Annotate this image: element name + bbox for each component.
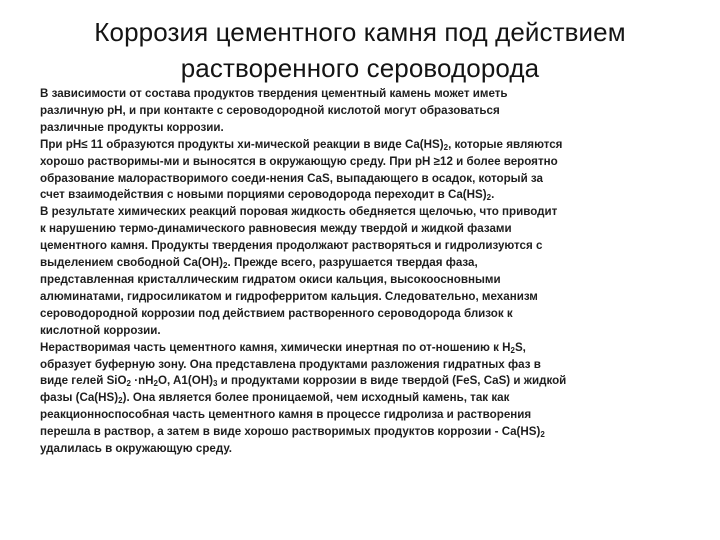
text-line bbox=[40, 187, 712, 204]
text-line bbox=[40, 340, 712, 357]
subscript: 2 bbox=[223, 261, 228, 271]
paragraph-3 bbox=[40, 204, 712, 339]
text-segment: различные продукты коррозии. bbox=[40, 120, 224, 134]
subscript: 2 bbox=[486, 193, 492, 203]
text-segment: перешла в раствор, а затем в виде хорошо растворимых продуктов коррозии - Ca(HS) bbox=[40, 425, 541, 439]
text-line bbox=[40, 137, 712, 154]
text-segment: образование малорастворимого соеди-нения CaS, выпадающего в осадок, который за bbox=[40, 171, 543, 185]
text-segment: Нерастворимая часть цементного камня, химически инертная по от-ношению к H bbox=[40, 340, 511, 354]
slide-title-line-2: растворенного сероводорода bbox=[180, 53, 540, 83]
text-segment: . Прежде всего, разрушается твердая фаза, bbox=[227, 256, 478, 270]
text-line bbox=[40, 238, 712, 255]
text-line bbox=[40, 272, 712, 289]
text-segment: фазы (Ca(HS) bbox=[40, 391, 119, 405]
text-segment: S, bbox=[514, 340, 526, 354]
text-line bbox=[40, 306, 712, 323]
text-line bbox=[40, 407, 712, 424]
text-segment: ·nH bbox=[131, 374, 154, 388]
text-segment: O, A1(OH) bbox=[158, 374, 213, 388]
subscript: 2 bbox=[153, 379, 158, 389]
text-segment: хорошо растворимы-ми и выносятся в окружающую среду. При pH ≥12 и более вероятно bbox=[40, 154, 558, 168]
text-segment: образует буферную зону. Она представлена продуктами разложения гидратных фаз в bbox=[40, 357, 541, 371]
text-segment: виде гелей SiO bbox=[40, 374, 127, 388]
text-segment: сероводородной коррозии под действием растворенного сероводорода близок к bbox=[40, 306, 513, 320]
text-line bbox=[40, 390, 712, 407]
slide-title-line-1: Коррозия цементного камня под действием bbox=[94, 17, 626, 47]
text-line bbox=[40, 323, 712, 340]
text-segment: и продуктами коррозии в виде твердой (FeS, CaS) и жидкой bbox=[217, 374, 567, 388]
text-line bbox=[40, 441, 712, 458]
text-segment: алюминатами, гидросиликатом и гидроферритом кальция. Следовательно, механизм bbox=[40, 289, 538, 303]
subscript: 2 bbox=[118, 396, 123, 406]
text-segment: , которые являются bbox=[448, 137, 563, 151]
text-segment: . bbox=[491, 188, 495, 202]
text-segment: различную pH, и при контакте с сероводородной кислотой могут образоваться bbox=[40, 103, 500, 117]
text-segment: кислотной коррозии. bbox=[40, 323, 161, 337]
text-segment: В результате химических реакций поровая жидкость обедняется щелочью, что приводит bbox=[40, 205, 558, 219]
text-line bbox=[40, 289, 712, 306]
text-segment: выделением свободной Ca(OH) bbox=[40, 256, 224, 270]
subscript: 3 bbox=[212, 379, 218, 389]
text-segment: удалилась в окружающую среду. bbox=[40, 442, 233, 456]
text-segment: ). Она является более проницаемой, чем исходный камень, так как bbox=[122, 391, 510, 405]
slide-title bbox=[20, 14, 700, 86]
text-line bbox=[40, 373, 712, 390]
text-line bbox=[40, 357, 712, 374]
slide-body-text bbox=[40, 86, 712, 458]
text-segment: счет взаимодействия с новыми порциями сероводорода переходит в Ca(HS) bbox=[40, 188, 487, 202]
paragraph-2 bbox=[40, 137, 712, 205]
subscript: 2 bbox=[510, 345, 515, 355]
text-segment: цементного камня. Продукты твердения продолжают растворяться и гидролизуются с bbox=[40, 239, 543, 253]
text-segment: реакционноспособная часть цементного камня в процессе гидролиза и растворения bbox=[40, 408, 532, 422]
paragraph-4 bbox=[40, 340, 712, 458]
text-line bbox=[40, 120, 712, 137]
subscript: 2 bbox=[126, 379, 131, 389]
text-segment: представленная кристаллическим гидратом окиси кальция, высокоосновными bbox=[40, 272, 501, 286]
subscript: 2 bbox=[443, 142, 449, 152]
text-segment: к нарушению термо-динамического равновесия между твердой и жидкой фазами bbox=[40, 222, 512, 236]
text-line bbox=[40, 86, 712, 103]
text-line bbox=[40, 424, 712, 441]
text-line bbox=[40, 255, 712, 272]
text-segment: В зависимости от состава продуктов твердения цементный камень может иметь bbox=[40, 87, 508, 100]
subscript: 2 bbox=[540, 430, 545, 440]
text-line bbox=[40, 154, 712, 171]
text-segment: При pH≤ 11 образуются продукты хи-мической реакции в виде Ca(HS) bbox=[40, 137, 444, 151]
paragraph-1 bbox=[40, 86, 712, 137]
text-line bbox=[40, 103, 712, 120]
text-line bbox=[40, 204, 712, 221]
text-line bbox=[40, 221, 712, 238]
text-line bbox=[40, 171, 712, 188]
